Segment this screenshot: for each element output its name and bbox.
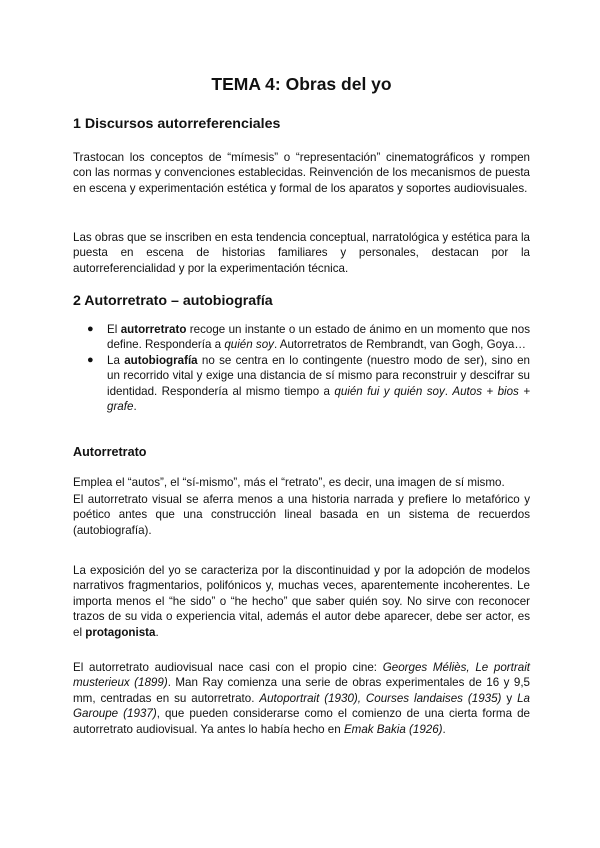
paragraph-text: y [501, 691, 518, 705]
bullet-autobiografia [73, 353, 530, 415]
term-protagonista: protagonista [85, 625, 156, 639]
bullet-text: La [107, 353, 125, 367]
bullet-icon: ● [87, 323, 94, 335]
work-title: Emak Bakia (1926) [343, 722, 443, 736]
paragraph-text: La exposición del yo se caracteriza por la discontinuidad y por la adopción de modelos narrativos fragmentarios, polifónicos y, muchas veces, aparentemente incoherentes. Le importa menos el “he sido” o “he hecho” que saber quién soy. No sirve con reconocer trazos de su vida o experiencia vital, además el autor debe aparecer, debe ser actor, es el [73, 564, 530, 639]
bullet-text: . Autorretratos de Rembrandt, van Gogh, Goya… [273, 338, 526, 352]
section-1-paragraph-1: Trastocan los conceptos de “mímesis” o “representación” cinematográficos y rompen con las normas y convenciones establecidas. Reinvención de los mecanismos de puesta en escena y experimentación estética y formal de los aparatos y soportes audiovisuales. [73, 151, 530, 195]
work-title: La Garoupe (1937) [73, 691, 530, 721]
autorretrato-paragraph-1: Emplea el “autos”, el “sí-mismo”, más el “retrato”, es decir, una imagen de sí mismo. [73, 476, 505, 489]
autorretrato-paragraph-3 [73, 563, 530, 640]
bullet-text: El [107, 323, 121, 336]
paragraph-text: El autorretrato audiovisual nace casi con el propio cine: [73, 661, 383, 674]
bullet-text: . [444, 384, 448, 398]
section-2-heading: 2 Autorretrato – autobiografía [73, 293, 273, 309]
page-title: TEMA 4: Obras del yo [211, 74, 392, 94]
bullet-text: no se centra en lo contingente (nuestro modo de ser), sino en un recorrido vital y exige una distancia de sí mismo para reconstruir y descifrar su identidad. Respondería al mismo tiempo a [107, 353, 530, 398]
bullet-text: recoge un instante o un estado de ánimo en un momento que nos define. Respondería a [107, 323, 531, 352]
autorretrato-paragraph-2: El autorretrato visual se aferra menos a una historia narrada y prefiere lo metafórico y poético antes que una construcción lineal basada en un sistema de recuerdos (autobiografía). [73, 493, 530, 537]
question-text: quién fui y quién soy [334, 384, 445, 398]
section-1-heading: 1 Discursos autorreferenciales [73, 116, 281, 132]
autorretrato-paragraph-4 [73, 660, 530, 737]
bullet-autorretrato [73, 322, 530, 353]
bullet-text: . [133, 400, 137, 414]
paragraph-text: . [442, 722, 446, 736]
paragraph-text: . [155, 625, 159, 639]
term-autorretrato: autorretrato [120, 323, 187, 336]
section-1-paragraph-2: Las obras que se inscriben en esta tendencia conceptual, narratológica y estética para la puesta en escena de historias familiares y personales, destacan por la autorreferencialidad y por la experimentación técnica. [73, 231, 530, 275]
question-text: quién soy [224, 338, 274, 352]
paragraph-text: . Man Ray comienza una serie de obras experimentales de 16 y 9,5 mm, centradas en su autorretrato. [73, 676, 530, 705]
autorretrato-heading: Autorretrato [73, 445, 147, 459]
etymology-text: Autos + bios + grafe [107, 384, 530, 414]
bullet-icon: ● [87, 353, 94, 366]
term-autobiografia: autobiografía [124, 353, 198, 367]
paragraph-text: , que pueden considerarse como el comienzo de una cierta forma de autorretrato audiovisual. Ya antes lo había hecho en [73, 707, 530, 736]
work-title: Georges Méliès, Le portrait musterieux (1899) [73, 661, 530, 690]
work-title: Autoportrait (1930), Courses landaises (1935) [259, 691, 502, 705]
section-2-bullet-list [73, 322, 530, 414]
